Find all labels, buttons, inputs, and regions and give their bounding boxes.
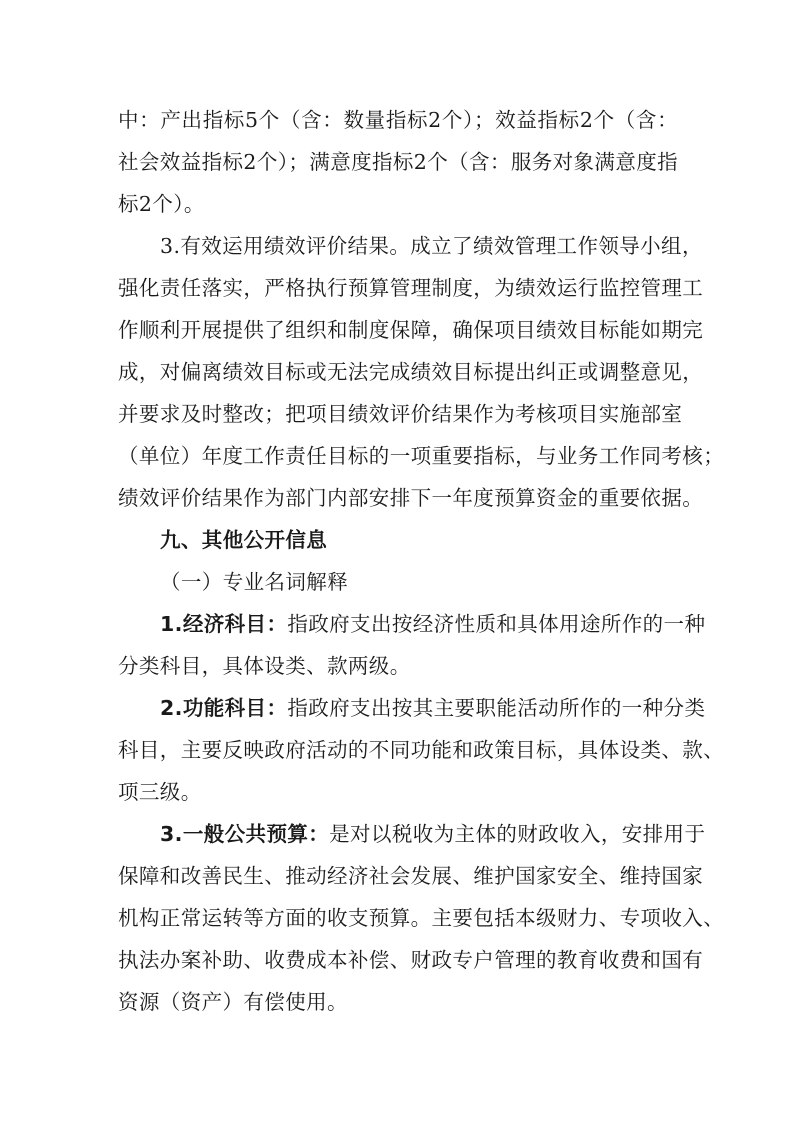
body-line: 绩效评价结果作为部门内部安排下一年度预算资金的重要依据。 (118, 486, 704, 510)
term-label: 3.一般公共预算： (160, 822, 330, 846)
body-line: 项三级。 (118, 780, 202, 804)
term-text: 是对以税收为主体的财政收入，安排用于 (329, 822, 706, 846)
section-heading: 九、其他公开信息 (160, 528, 328, 552)
body-line: 机构正常运转等方面的收支预算。主要包括本级财力、专项收入、 (118, 906, 725, 930)
term-paragraph-first-line (160, 820, 706, 848)
body-line: 中：产出指标5个（含：数量指标2个）；效益指标2个（含： (118, 108, 678, 132)
term-label: 2.功能科目： (160, 696, 288, 720)
body-line: 科目，主要反映政府活动的不同功能和政策目标，具体设类、款、 (118, 738, 725, 762)
body-line: 社会效益指标2个）；满意度指标2个（含：服务对象满意度指 (118, 150, 679, 174)
body-line: （单位）年度工作责任目标的一项重要指标，与业务工作同考核； (118, 444, 725, 468)
body-line: 执法办案补助、收费成本补偿、财政专户管理的教育收费和国有 (118, 948, 704, 972)
body-line: 成，对偏离绩效目标或无法完成绩效目标提出纠正或调整意见， (118, 360, 704, 384)
body-line: 作顺利开展提供了组织和制度保障，确保项目绩效目标能如期完 (118, 318, 704, 342)
body-line: 资源（资产）有偿使用。 (118, 990, 348, 1014)
body-line: 3.有效运用绩效评价结果。成立了绩效管理工作领导小组， (160, 234, 703, 258)
term-text: 指政府支出按其主要职能活动所作的一种分类 (287, 696, 706, 720)
term-label: 1.经济科目： (160, 612, 288, 636)
body-line: 分类科目，具体设类、款两级。 (118, 654, 411, 678)
term-text: 指政府支出按经济性质和具体用途所作的一种 (287, 612, 706, 636)
body-line: 并要求及时整改；把项目绩效评价结果作为考核项目实施部室 (118, 402, 683, 426)
term-paragraph-first-line (160, 694, 706, 722)
body-line: 标2个）。 (118, 192, 205, 216)
body-line: 强化责任落实，严格执行预算管理制度，为绩效运行监控管理工 (118, 276, 704, 300)
subsection-heading: （一）专业名词解释 (160, 570, 349, 594)
body-line: 保障和改善民生、推动经济社会发展、维护国家安全、维持国家 (118, 864, 704, 888)
term-paragraph-first-line (160, 610, 706, 638)
